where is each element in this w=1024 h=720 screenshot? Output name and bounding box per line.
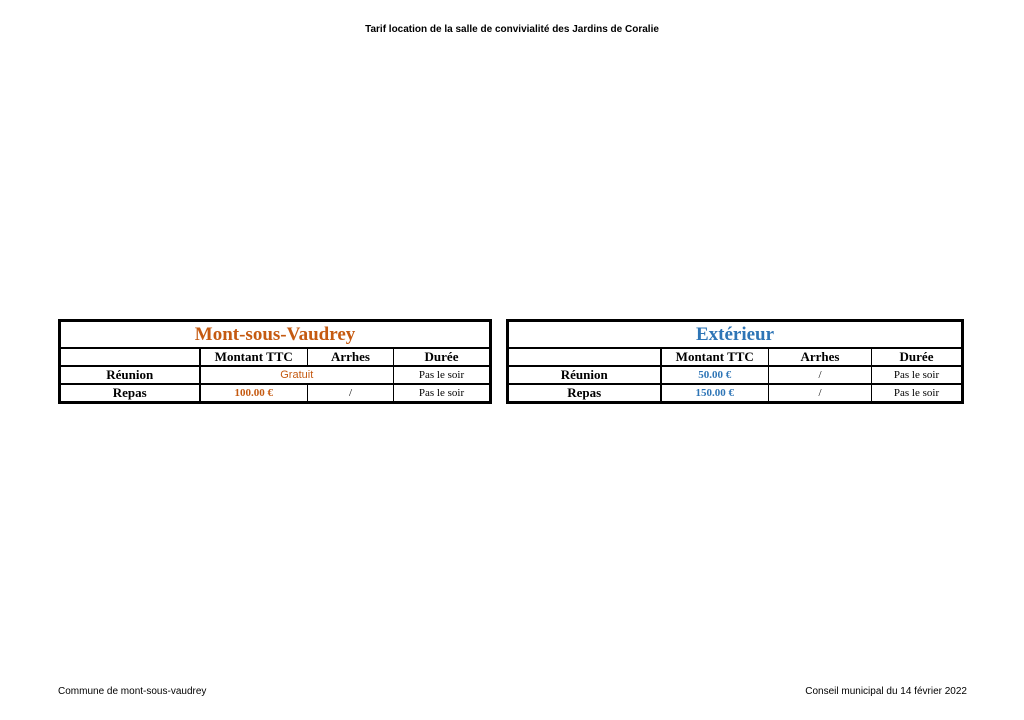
montant-cell: 50.00 € — [661, 366, 769, 384]
arrhes-cell: / — [769, 366, 872, 384]
column-header-arrhes: Arrhes — [308, 348, 394, 366]
arrhes-cell: / — [308, 384, 394, 403]
duree-cell: Pas le soir — [394, 366, 491, 384]
duree-cell: Pas le soir — [872, 384, 963, 403]
column-header-duree: Durée — [394, 348, 491, 366]
row-label: Repas — [508, 384, 661, 403]
document-title: Tarif location de la salle de convivialité des Jardins de Coralie — [365, 24, 659, 35]
column-header-montant: Montant TTC — [200, 348, 308, 366]
tarif-table-mont-sous-vaudrey — [58, 319, 492, 404]
arrhes-cell: / — [769, 384, 872, 403]
montant-cell: Gratuit — [200, 366, 394, 384]
montant-cell: 150.00 € — [661, 384, 769, 403]
row-label: Réunion — [60, 366, 200, 384]
table-row — [508, 384, 963, 403]
column-header-arrhes: Arrhes — [769, 348, 872, 366]
table-row — [508, 366, 963, 384]
header-empty-cell — [508, 348, 661, 366]
table-title-exterieur: Extérieur — [508, 321, 963, 349]
tarif-table-exterieur — [506, 319, 964, 404]
footer-conseil-date: Conseil municipal du 14 février 2022 — [805, 686, 967, 697]
table-row — [60, 366, 491, 384]
footer-commune: Commune de mont-sous-vaudrey — [58, 686, 207, 697]
table-row — [60, 384, 491, 403]
row-label: Repas — [60, 384, 200, 403]
table-title-local: Mont-sous-Vaudrey — [60, 321, 491, 349]
column-header-duree: Durée — [872, 348, 963, 366]
montant-cell: 100.00 € — [200, 384, 308, 403]
column-header-montant: Montant TTC — [661, 348, 769, 366]
header-empty-cell — [60, 348, 200, 366]
duree-cell: Pas le soir — [872, 366, 963, 384]
duree-cell: Pas le soir — [394, 384, 491, 403]
row-label: Réunion — [508, 366, 661, 384]
